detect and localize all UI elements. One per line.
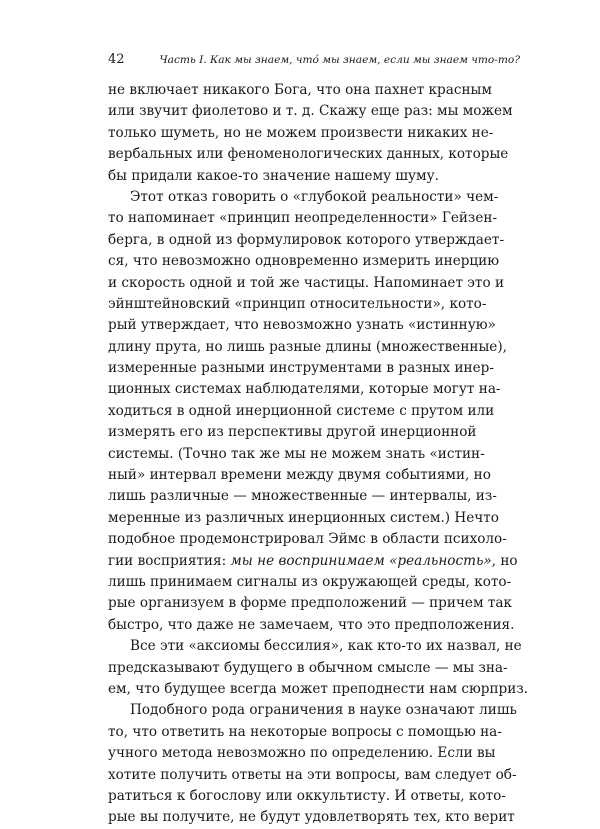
text-line: бы придали какое-то значение нашему шуму.	[108, 167, 439, 184]
paragraph-first-line: Все эти «аксиомы бессилия», как кто-то их назвал, не	[130, 638, 522, 655]
text-line: меренные из различных инерционных систем.) Нечто	[108, 509, 499, 526]
paragraph-first-line: Подобного рода ограничения в науке означают лишь	[130, 702, 517, 719]
text-line: рые вы получите, не будут удовлетворять тех, кто верит	[108, 809, 515, 826]
text-line: ся, что невозможно одновременно измерить инерцию	[108, 253, 500, 270]
text-line: то, что ответить на некоторые вопросы с помощью на-	[108, 723, 502, 740]
text-line: подобное продемонстрировал Эймс в области психоло-	[108, 531, 507, 548]
text-line: хотите получить ответы на эти вопросы, вам следует об-	[108, 766, 517, 783]
line-text-before: гии восприятия:	[108, 552, 231, 569]
text-line: не включает никакого Бога, что она пахнет красным	[108, 82, 492, 98]
text-line: учного метода невозможно по определению. Если вы	[108, 745, 496, 762]
text-line: длину прута, но лишь разные длины (множественные),	[108, 338, 507, 355]
text-line: берга, в одной из формулировок которого утверждает-	[108, 231, 505, 248]
text-line: предсказывают будущего в обычном смысле — мы зна-	[108, 659, 508, 676]
text-line: вербальных или феноменологических данных, которые	[108, 146, 509, 163]
italic-emphasis: мы не воспринимаем «реальность»	[230, 552, 492, 569]
text-line: эйнштейновский «принцип относительности», кото-	[108, 295, 487, 312]
text-line: ный» интервал времени между двумя событиями, но	[108, 467, 491, 484]
line-text-after: , но	[491, 552, 518, 569]
page-number: 42	[108, 52, 125, 67]
text-line: и скорость одной и той же частицы. Напоминает это и	[108, 274, 505, 291]
text-line: ходиться в одной инерционной системе с прутом или	[108, 402, 495, 419]
text-line: лишь различные — множественные — интервалы, из-	[108, 488, 497, 505]
text-line: ем, что будущее всегда может преподнести нам сюрприз.	[108, 680, 529, 697]
text-line: ционных системах наблюдателями, которые могут на-	[108, 381, 501, 398]
text-line-with-italic	[108, 551, 518, 572]
text-line: измерять его из перспективы другой инерционной	[108, 424, 477, 441]
text-line: ратиться к богослову или оккультисту. И ответы, кото-	[108, 787, 506, 804]
text-line: рый утверждает, что невозможно узнать «истинную»	[108, 317, 496, 334]
text-line: измеренные разными инструментами в разных инер-	[108, 360, 494, 377]
text-line: то напоминает «принцип неопределенности» Гейзен-	[108, 210, 498, 227]
body-text	[108, 80, 529, 829]
running-title: Часть I. Как мы знаем, что́ мы знаем, если мы знаем что-то?	[159, 54, 520, 66]
text-line: системы. (Точно так же мы не можем знать «истин-	[108, 445, 485, 462]
text-line: лишь принимаем сигналы из окружающей среды, кото-	[108, 573, 512, 590]
text-line: быстро, что даже не замечаем, что это предположения.	[108, 616, 515, 633]
text-line: или звучит фиолетово и т. д. Скажу еще раз: мы можем	[108, 103, 513, 120]
running-header	[108, 50, 520, 70]
text-line: рые организуем в форме предположений — причем так	[108, 595, 512, 612]
text-line: только шуметь, но не можем произвести никаких не-	[108, 124, 494, 141]
paragraph-first-line: Этот отказ говорить о «глубокой реальности» чем-	[130, 188, 499, 205]
